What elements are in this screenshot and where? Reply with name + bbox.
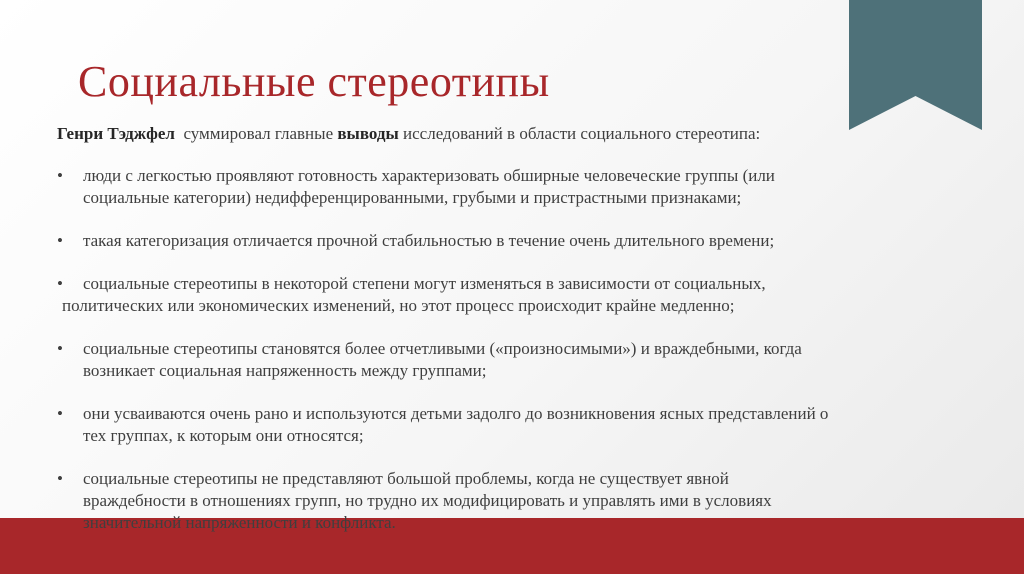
list-item-line: политических или экономических изменений, но этот процесс происходит крайне медленно; — [62, 296, 735, 315]
list-item-line: возникает социальная напряженность между группами; — [83, 361, 487, 380]
list-item-line: значительной напряженности и конфликта. — [83, 513, 396, 532]
list-item-line: социальные стереотипы становятся более отчетливыми («произносимыми») и враждебными, когда — [83, 339, 802, 358]
slide-title: Социальные стереотипы — [78, 57, 550, 106]
list-item-line: социальные стереотипы не представляют большой проблемы, когда не существует явной — [83, 469, 729, 488]
bullet-icon: • — [57, 166, 63, 185]
slide-body — [57, 123, 1002, 555]
author-name: Генри Тэджфел — [57, 124, 175, 143]
list-item-line: тех группах, к которым они относятся; — [83, 426, 364, 445]
intro-paragraph — [57, 123, 1002, 145]
intro-text-before: суммировал главные — [183, 124, 334, 143]
bullet-icon: • — [57, 404, 63, 423]
bookmark-ribbon — [849, 0, 982, 130]
list-item-line: враждебности в отношениях групп, но трудно их модифицировать и управлять ими в условиях — [83, 491, 772, 510]
intro-bold-word: выводы — [337, 124, 399, 143]
list-item — [57, 230, 1002, 252]
bullet-icon: • — [57, 339, 63, 358]
list-item-line: они усваиваются очень рано и используются детьми задолго до возникновения ясных представлений о — [83, 404, 829, 423]
bullet-icon: • — [57, 274, 63, 293]
list-item — [57, 403, 1002, 447]
list-item — [57, 468, 1002, 534]
list-item-line: такая категоризация отличается прочной стабильностью в течение очень длительного времени; — [83, 231, 775, 250]
list-item — [57, 338, 1002, 382]
list-item-line: социальные стереотипы в некоторой степени могут изменяться в зависимости от социальных, — [83, 274, 766, 293]
intro-text-after: исследований в области социального стереотипа: — [403, 124, 761, 143]
conclusions-list — [57, 165, 1002, 534]
bullet-icon: • — [57, 231, 63, 250]
list-item — [57, 165, 1002, 209]
list-item-line: социальные категории) недифференцированными, грубыми и пристрастными признаками; — [83, 188, 742, 207]
bullet-icon: • — [57, 469, 63, 488]
list-item — [57, 273, 1002, 317]
list-item-line: люди с легкостью проявляют готовность характеризовать обширные человеческие группы (или — [83, 166, 775, 185]
